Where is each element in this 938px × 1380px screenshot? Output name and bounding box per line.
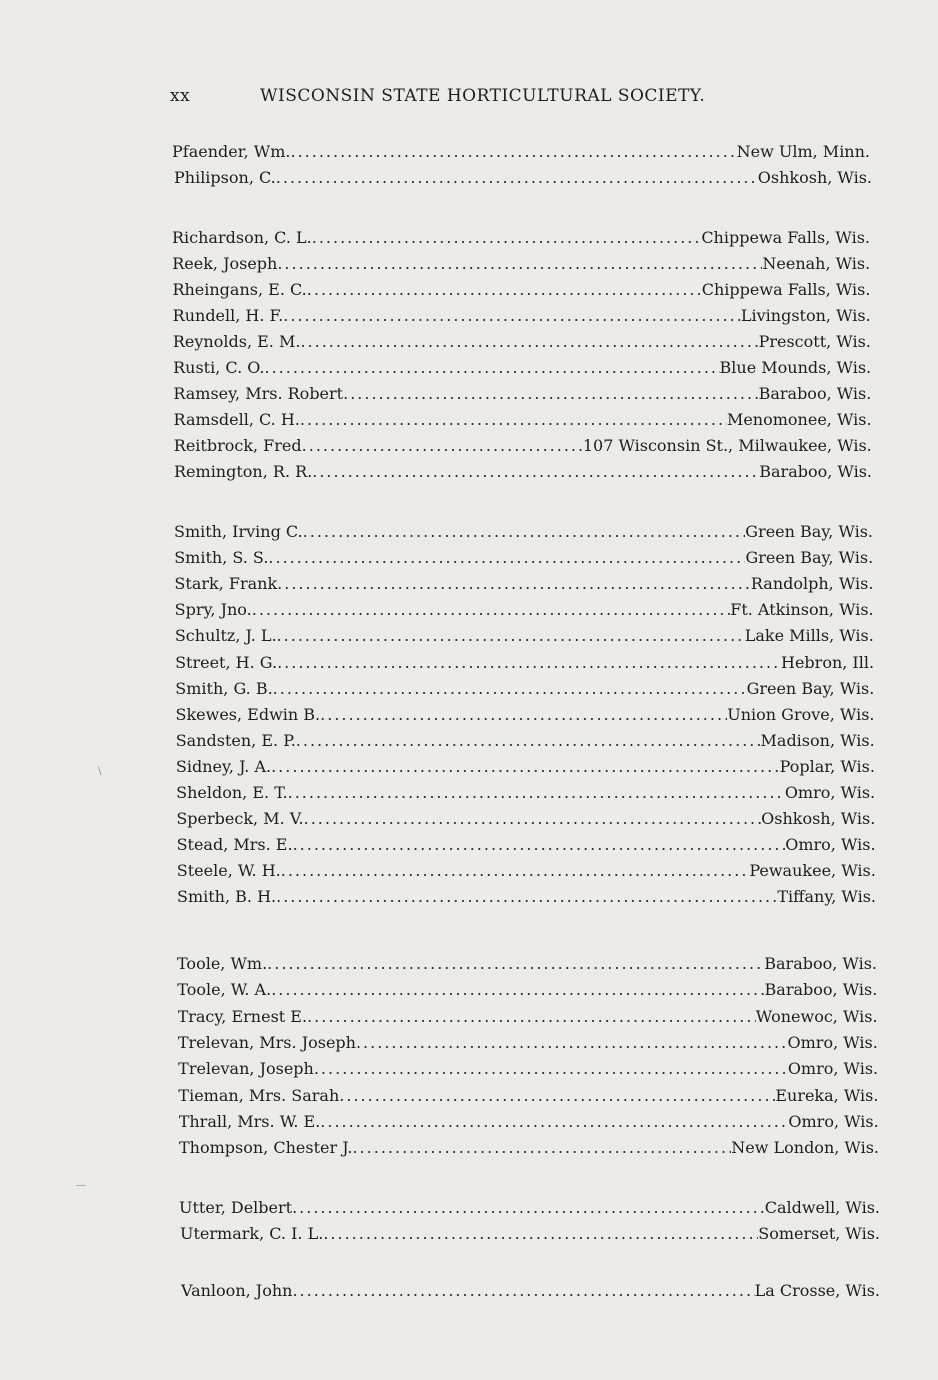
roster-entry: [176, 756, 875, 778]
stray-mark: \: [98, 766, 102, 777]
member-name: Steele, W. H.: [176, 861, 281, 881]
member-location: Omro, Wis.: [784, 783, 876, 802]
member-location: Prescott, Wis.: [758, 332, 871, 351]
member-location: Omro, Wis.: [787, 1059, 879, 1079]
member-location: Tiffany, Wis.: [777, 887, 876, 907]
roster-entry: [172, 253, 870, 275]
roster-entry: [173, 305, 871, 327]
roster-entry: [179, 1137, 879, 1159]
member-name: Sandsten, E. P.: [175, 730, 296, 750]
dot-leader: [312, 227, 702, 249]
member-location: Eureka, Wis.: [775, 1085, 879, 1105]
roster-entry: [179, 1111, 879, 1133]
member-location: Baraboo, Wis.: [758, 384, 872, 403]
roster-entry: [175, 652, 874, 674]
member-name: Street, H. G.: [175, 652, 278, 672]
roster-entry: [174, 521, 873, 543]
member-location: Omro, Wis.: [785, 835, 876, 855]
roster-entry: [177, 834, 876, 856]
dot-leader: [300, 331, 758, 353]
member-location: Chippewa Falls, Wis.: [701, 228, 870, 247]
dot-leader: [252, 599, 730, 621]
dot-leader: [303, 521, 746, 543]
member-location: Green Bay, Wis.: [746, 678, 875, 698]
member-name: Pfaender, Wm.: [172, 142, 291, 161]
roster-entry: [174, 547, 873, 569]
member-location: Poplar, Wis.: [779, 756, 875, 776]
roster-entry: [177, 886, 876, 908]
member-name: Tieman, Mrs. Sarah: [178, 1085, 340, 1105]
dot-leader: [276, 167, 758, 189]
roster-entry: [172, 141, 870, 163]
dot-leader: [293, 834, 786, 856]
member-name: Spry, Jno.: [174, 600, 252, 620]
roster-entry: [177, 860, 876, 882]
member-location: Lake Mills, Wis.: [744, 626, 874, 646]
dot-leader: [323, 1223, 758, 1245]
member-name: Toole, W. A.: [177, 980, 272, 1000]
member-name: Utermark, C. I. L.: [180, 1224, 324, 1243]
member-name: Utter, Delbert: [179, 1198, 293, 1217]
dot-leader: [302, 435, 583, 457]
member-location: La Crosse, Wis.: [754, 1281, 880, 1300]
member-name: Sidney, J. A.: [175, 756, 272, 776]
member-name: Thompson, Chester J.: [179, 1138, 353, 1158]
dot-leader: [314, 1058, 788, 1080]
member-location: Madison, Wis.: [760, 730, 875, 750]
member-location: Livingston, Wis.: [740, 306, 871, 325]
dot-leader: [277, 573, 751, 595]
member-location: Randolph, Wis.: [750, 574, 874, 594]
dot-leader: [277, 253, 762, 275]
roster-entry: [176, 782, 875, 804]
member-name: Thrall, Mrs. W. E.: [178, 1111, 321, 1131]
roster-entry: [174, 409, 872, 431]
member-name: Schultz, J. L.: [174, 626, 277, 646]
member-name: Philipson, C.: [174, 168, 276, 187]
member-location: New London, Wis.: [731, 1138, 879, 1158]
dot-leader: [277, 652, 781, 674]
roster-entry: [172, 279, 870, 301]
member-name: Tracy, Ernest E.: [177, 1006, 308, 1026]
dot-leader: [312, 461, 759, 483]
member-location: Blue Mounds, Wis.: [719, 358, 872, 377]
member-name: Rusti, C. O.: [173, 358, 265, 377]
member-name: Smith, S. S.: [174, 548, 269, 568]
member-location: Omro, Wis.: [787, 1032, 878, 1052]
member-name: Reitbrock, Fred: [173, 436, 302, 455]
member-location: Wonewoc, Wis.: [755, 1006, 878, 1026]
member-location: Ft. Atkinson, Wis.: [730, 600, 874, 620]
dot-leader: [268, 547, 745, 569]
member-location: New Ulm, Minn.: [736, 142, 870, 161]
member-location: Baraboo, Wis.: [759, 462, 872, 481]
roster-entry: [176, 730, 875, 752]
member-location: Omro, Wis.: [788, 1111, 879, 1131]
member-name: Vanloon, John: [181, 1281, 293, 1300]
member-name: Stark, Frank: [174, 574, 278, 594]
dot-leader: [265, 357, 720, 379]
member-name: Trelevan, Joseph: [178, 1059, 314, 1079]
roster-entry: [178, 1006, 878, 1028]
roster-entry: [175, 625, 874, 647]
member-location: Neenah, Wis.: [762, 254, 871, 273]
roster-entry: [172, 227, 870, 249]
member-location: Oshkosh, Wis.: [761, 809, 876, 829]
member-name: Sperbeck, M. V.: [176, 809, 304, 829]
member-location: Caldwell, Wis.: [764, 1198, 880, 1217]
roster-entry: [174, 435, 872, 457]
roster-entry: [178, 1085, 878, 1107]
dot-leader: [271, 756, 780, 778]
roster-entry: [174, 573, 873, 595]
member-location: Chippewa Falls, Wis.: [701, 280, 871, 299]
running-title: WISCONSIN STATE HORTICULTURAL SOCIETY.: [260, 86, 706, 106]
member-name: Smith, B. H.: [177, 887, 277, 907]
roster-entry: [176, 808, 875, 830]
dot-leader: [277, 625, 745, 647]
dot-leader: [339, 1085, 775, 1107]
member-name: Ramsey, Mrs. Robert: [173, 384, 344, 403]
dot-leader: [356, 1032, 788, 1054]
dot-leader: [320, 704, 727, 726]
member-location: Menomonee, Wis.: [726, 410, 872, 429]
member-name: Reynolds, E. M.: [172, 332, 301, 351]
member-location: Hebron, Ill.: [781, 652, 875, 672]
dot-leader: [307, 1006, 756, 1028]
roster-entry: [177, 953, 877, 975]
stray-mark: —: [76, 1180, 86, 1191]
dot-leader: [288, 782, 785, 804]
dot-leader: [267, 953, 764, 975]
member-location: 107 Wisconsin St., Milwaukee, Wis.: [582, 436, 872, 455]
roster-entry: [177, 979, 877, 1001]
roster-entry: [180, 1223, 880, 1245]
member-name: Remington, R. R.: [174, 462, 313, 481]
member-name: Skewes, Edwin B.: [175, 704, 321, 724]
member-name: Reek, Joseph: [172, 254, 278, 273]
member-name: Rundell, H. F.: [172, 306, 284, 325]
dot-leader: [292, 1280, 754, 1302]
member-name: Smith, G. B.: [175, 678, 273, 698]
dot-leader: [307, 279, 702, 301]
member-location: Oshkosh, Wis.: [757, 168, 872, 187]
roster-entry: [173, 383, 871, 405]
member-location: Somerset, Wis.: [758, 1224, 880, 1243]
member-name: Smith, Irving C.: [174, 522, 303, 541]
dot-leader: [271, 979, 764, 1001]
member-name: Richardson, C. L.: [172, 228, 312, 247]
dot-leader: [300, 409, 727, 431]
roster-entry: [174, 461, 872, 483]
member-name: Ramsdell, C. H.: [173, 410, 300, 429]
dot-leader: [292, 1197, 765, 1219]
dot-leader: [273, 678, 747, 700]
roster-entry: [175, 599, 874, 621]
member-location: Baraboo, Wis.: [764, 980, 878, 1000]
roster-entry: [173, 331, 871, 353]
roster-entry: [179, 1197, 880, 1219]
member-name: Sheldon, E. T.: [176, 783, 288, 802]
member-name: Toole, Wm.: [177, 954, 268, 973]
roster-entry: [175, 678, 874, 700]
dot-leader: [283, 305, 741, 327]
roster-entry: [174, 167, 872, 189]
dot-leader: [320, 1111, 788, 1133]
dot-leader: [276, 886, 777, 908]
member-name: Stead, Mrs. E.: [176, 835, 293, 855]
dot-leader: [290, 141, 736, 163]
dot-leader: [343, 383, 758, 405]
member-location: Pewaukee, Wis.: [749, 861, 876, 881]
dot-leader: [304, 808, 762, 830]
member-location: Baraboo, Wis.: [764, 954, 877, 973]
page-number: xx: [170, 86, 191, 106]
roster-entry: [176, 704, 875, 726]
member-location: Green Bay, Wis.: [745, 548, 874, 568]
member-location: Green Bay, Wis.: [745, 522, 873, 541]
roster-entry: [181, 1280, 880, 1302]
member-name: Trelevan, Mrs. Joseph: [177, 1032, 356, 1052]
member-name: Rheingans, E. C.: [172, 280, 307, 299]
roster-entry: [178, 1058, 878, 1080]
member-location: Union Grove, Wis.: [727, 704, 875, 724]
dot-leader: [281, 860, 750, 882]
roster-entry: [173, 357, 871, 379]
roster-entry: [178, 1032, 878, 1054]
dot-leader: [352, 1137, 731, 1159]
dot-leader: [296, 730, 761, 752]
